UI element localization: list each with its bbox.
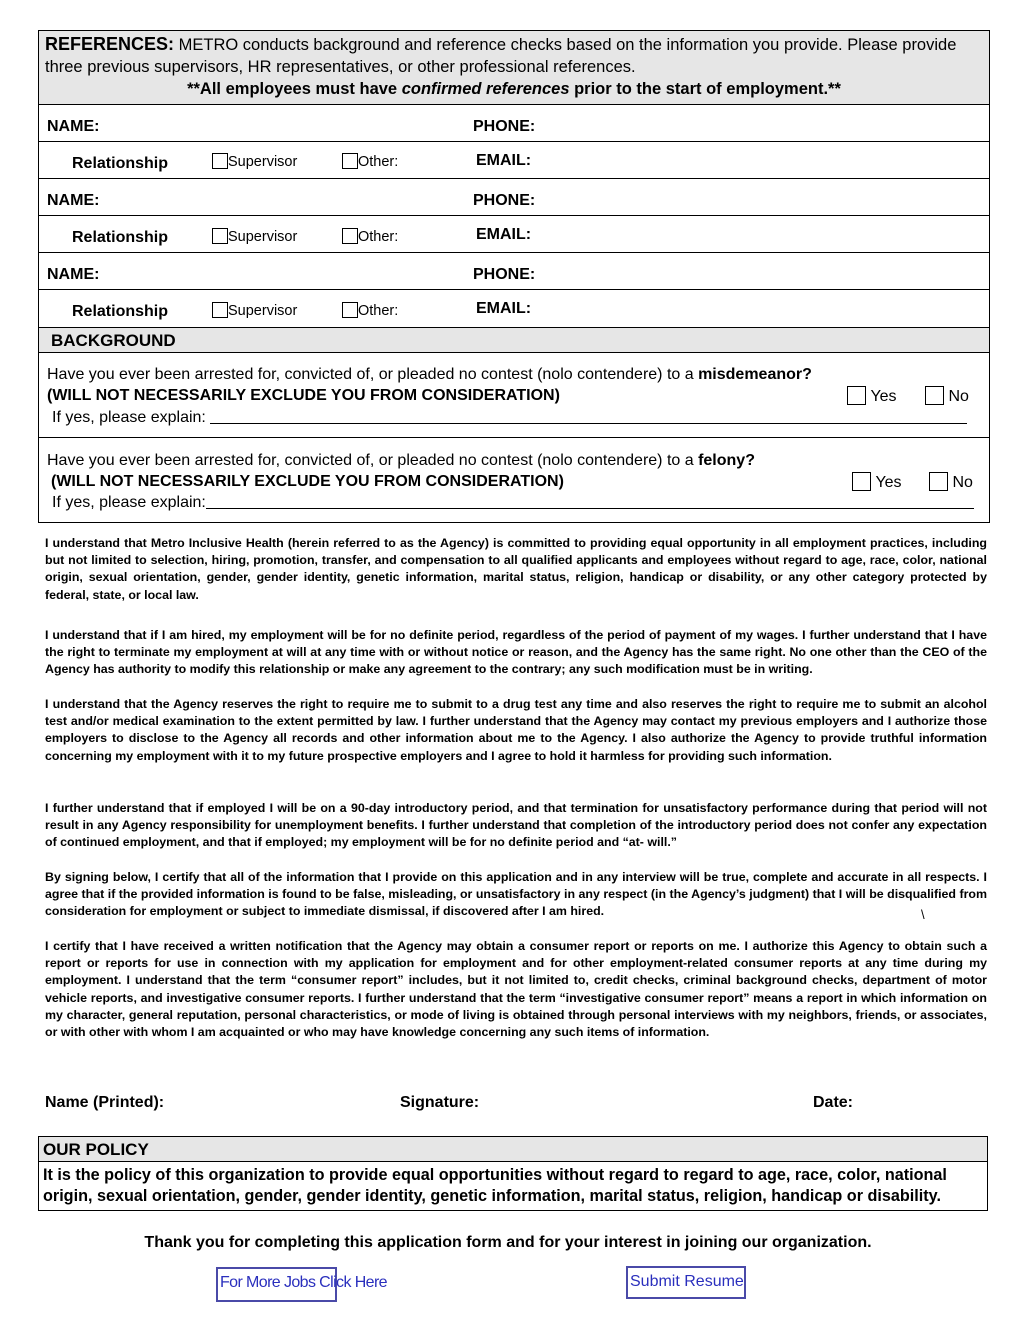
policy-text: It is the policy of this organization to provide equal opportunities without regard to regard to age, race, color, national origin, sexual orientation, gender, gender identity, genetic information, marital status, religion, handicap or disability. <box>43 1166 947 1205</box>
references-header <box>38 30 990 105</box>
other-label: Other: <box>358 229 399 245</box>
felony-emphasis: felony? <box>698 452 755 469</box>
equal-opportunity-statement: I understand that Metro Inclusive Health (herein referred to as the Agency) is committed to providing equal opportunity in all employment practices, including but not limited to selection, hiring, promotion, transfer, and compensation to all qualified applicants and employees without regard to age, race, color, national origin, sexual orientation, gender, gender identity, genetic information, marital status, religion, handicap or disability, or any other category protected by federal, state, or local law. <box>45 536 987 602</box>
felony-yes-checkbox[interactable] <box>852 472 871 491</box>
phone-label: PHONE: <box>473 192 536 209</box>
other-checkbox[interactable] <box>342 302 358 318</box>
supervisor-checkbox[interactable] <box>212 228 228 244</box>
date-label: Date: <box>813 1094 854 1111</box>
supervisor-label: Supervisor <box>228 229 298 245</box>
relationship-label: Relationship <box>72 303 169 320</box>
misdemeanor-explain <box>52 409 967 427</box>
yes-label: Yes <box>875 474 902 491</box>
supervisor-checkbox[interactable] <box>212 302 228 318</box>
felony-no-option[interactable] <box>929 472 973 492</box>
reference-1-name-row <box>38 104 990 142</box>
felony-yes-option[interactable] <box>852 472 902 492</box>
felony-explain <box>52 494 974 512</box>
background-header <box>38 327 990 353</box>
at-will-statement: I understand that if I am hired, my employment will be for no definite period, regardless of the period of payment of my wages. I further understand that I have the right to terminate my employment at will at any time with or without notice or reason, and the Agency has the same right. No one other than the CEO of the Agency has authority to modify this relationship or make any agreement to the contrary; any such modification must be in writing. <box>45 628 987 677</box>
misdemeanor-no-option[interactable] <box>925 386 969 406</box>
felony-no-checkbox[interactable] <box>929 472 948 491</box>
consumer-report-statement: I certify that I have received a written notification that the Agency may obtain a consumer report or reports on me. I authorize this Agency to obtain such a report or reports for use in connection with my application for employment and for other employment-related consumer reports at any time during my employment. I understand that the term “consumer report” includes, but it not limited to, credit checks, criminal background checks, department of motor vehicle reports, and investigative consumer reports. I further understand that the term “investigative consumer report” means a report in which information on my character, general reputation, personal characteristics, or mode of living is obtained through personal interviews with my neighbors, friends, or associates, or with other with whom I am acquainted or who may have knowledge concerning any such items of information. <box>45 939 987 1040</box>
misdemeanor-question <box>47 366 812 384</box>
other-checkbox[interactable] <box>342 228 358 244</box>
certification-statement: By signing below, I certify that all of the information that I provide on this application and in any interview will be true, complete and accurate in all respects. I agree that if the provided information is found to be false, misleading, or unsatisfactory in any respect (in the Agency’s judgment) that I will be disqualified from consideration for employment or subject to immediate dismissal, if discovered after I am hired. <box>45 870 987 919</box>
other-label: Other: <box>358 303 399 319</box>
misdemeanor-yes-option[interactable] <box>847 386 897 406</box>
more-jobs-link[interactable]: For More Jobs Click Here <box>216 1267 337 1302</box>
submit-resume-link[interactable]: Submit Resume <box>626 1266 746 1299</box>
supervisor-option[interactable] <box>212 228 297 246</box>
notice-suffix: prior to the start of employment.** <box>569 80 841 98</box>
other-option[interactable] <box>342 302 398 320</box>
phone-label: PHONE: <box>473 266 536 283</box>
policy-box <box>38 1161 988 1211</box>
reference-1-relationship-row <box>38 141 990 179</box>
references-heading: REFERENCES: <box>45 34 175 54</box>
policy-heading: OUR POLICY <box>43 1140 149 1159</box>
relationship-label: Relationship <box>72 155 169 172</box>
misdemeanor-no-checkbox[interactable] <box>925 386 944 405</box>
no-label: No <box>948 388 969 405</box>
other-option[interactable] <box>342 228 398 246</box>
supervisor-checkbox[interactable] <box>212 153 228 169</box>
supervisor-option[interactable] <box>212 153 297 171</box>
misdemeanor-yes-checkbox[interactable] <box>847 386 866 405</box>
felony-question-text: Have you ever been arrested for, convicted of, or pleaded no contest (nolo contendere) to a <box>47 452 699 469</box>
email-label: EMAIL: <box>476 226 532 243</box>
drug-test-statement: I understand that the Agency reserves the right to require me to submit to a drug test any time and also reserves the right to require me to submit an alcohol test and/or medical examination to the extent permitted by law. I further understand that the Agency may contact my previous employers and I authorize those employers to disclose to the Agency all records and other information about me to the Agency. I also authorize the Agency to provide truthful information concerning my employment with it to my future prospective employers and I agree to hold it harmless for providing such information. <box>45 697 987 763</box>
stray-mark: \ <box>921 907 925 922</box>
phone-label: PHONE: <box>473 118 536 135</box>
background-heading: BACKGROUND <box>51 331 176 350</box>
references-notice <box>45 78 983 100</box>
name-label: NAME: <box>47 266 100 283</box>
email-label: EMAIL: <box>476 300 532 317</box>
misdemeanor-explain-field[interactable] <box>210 409 967 424</box>
email-label: EMAIL: <box>476 152 532 169</box>
no-label: No <box>952 474 973 491</box>
explain-label: If yes, please explain: <box>52 494 206 511</box>
notice-emphasis: confirmed references <box>401 80 570 98</box>
other-option[interactable] <box>342 153 398 171</box>
name-label: NAME: <box>47 192 100 209</box>
policy-header <box>38 1136 988 1162</box>
supervisor-label: Supervisor <box>228 303 298 319</box>
supervisor-label: Supervisor <box>228 154 298 170</box>
other-checkbox[interactable] <box>342 153 358 169</box>
references-intro <box>45 33 983 56</box>
yes-label: Yes <box>870 388 897 405</box>
introductory-period-statement: I further understand that if employed I will be on a 90-day introductory period, and that termination for unsatisfactory performance during that period will not result in any Agency responsibility for unemployment benefits. I further understand that completion of the introductory period does not confer any expectation of continued employment, and that if employed; my employment will be for no definite period and “at- will.” <box>45 801 987 850</box>
notice-prefix: **All employees must have <box>187 80 402 98</box>
misdemeanor-question-text: Have you ever been arrested for, convicted of, or pleaded no contest (nolo contendere) to a <box>47 366 699 383</box>
reference-3-name-row <box>38 252 990 290</box>
felony-question <box>47 452 755 470</box>
relationship-label: Relationship <box>72 229 169 246</box>
thank-you-message: Thank you for completing this application form and for your interest in joining our organization. <box>144 1234 872 1251</box>
supervisor-option[interactable] <box>212 302 297 320</box>
felony-disclaimer: (WILL NOT NECESSARILY EXCLUDE YOU FROM CONSIDERATION) <box>51 473 564 490</box>
reference-2-name-row <box>38 178 990 216</box>
felony-explain-field[interactable] <box>206 494 974 509</box>
felony-question-block <box>38 437 990 523</box>
reference-3-relationship-row <box>38 289 990 328</box>
misdemeanor-emphasis: misdemeanor? <box>698 366 812 383</box>
signature-label: Signature: <box>400 1094 480 1111</box>
name-printed-label: Name (Printed): <box>45 1094 165 1111</box>
name-label: NAME: <box>47 118 100 135</box>
references-intro-line1: METRO conducts background and reference checks based on the information you provide. Please provide <box>178 36 957 54</box>
misdemeanor-disclaimer: (WILL NOT NECESSARILY EXCLUDE YOU FROM CONSIDERATION) <box>47 387 560 404</box>
other-label: Other: <box>358 154 399 170</box>
misdemeanor-question-block <box>38 352 990 438</box>
reference-2-relationship-row <box>38 215 990 253</box>
references-intro-line2: three previous supervisors, HR representatives, or other professional references. <box>45 58 636 76</box>
explain-label: If yes, please explain: <box>52 409 206 426</box>
